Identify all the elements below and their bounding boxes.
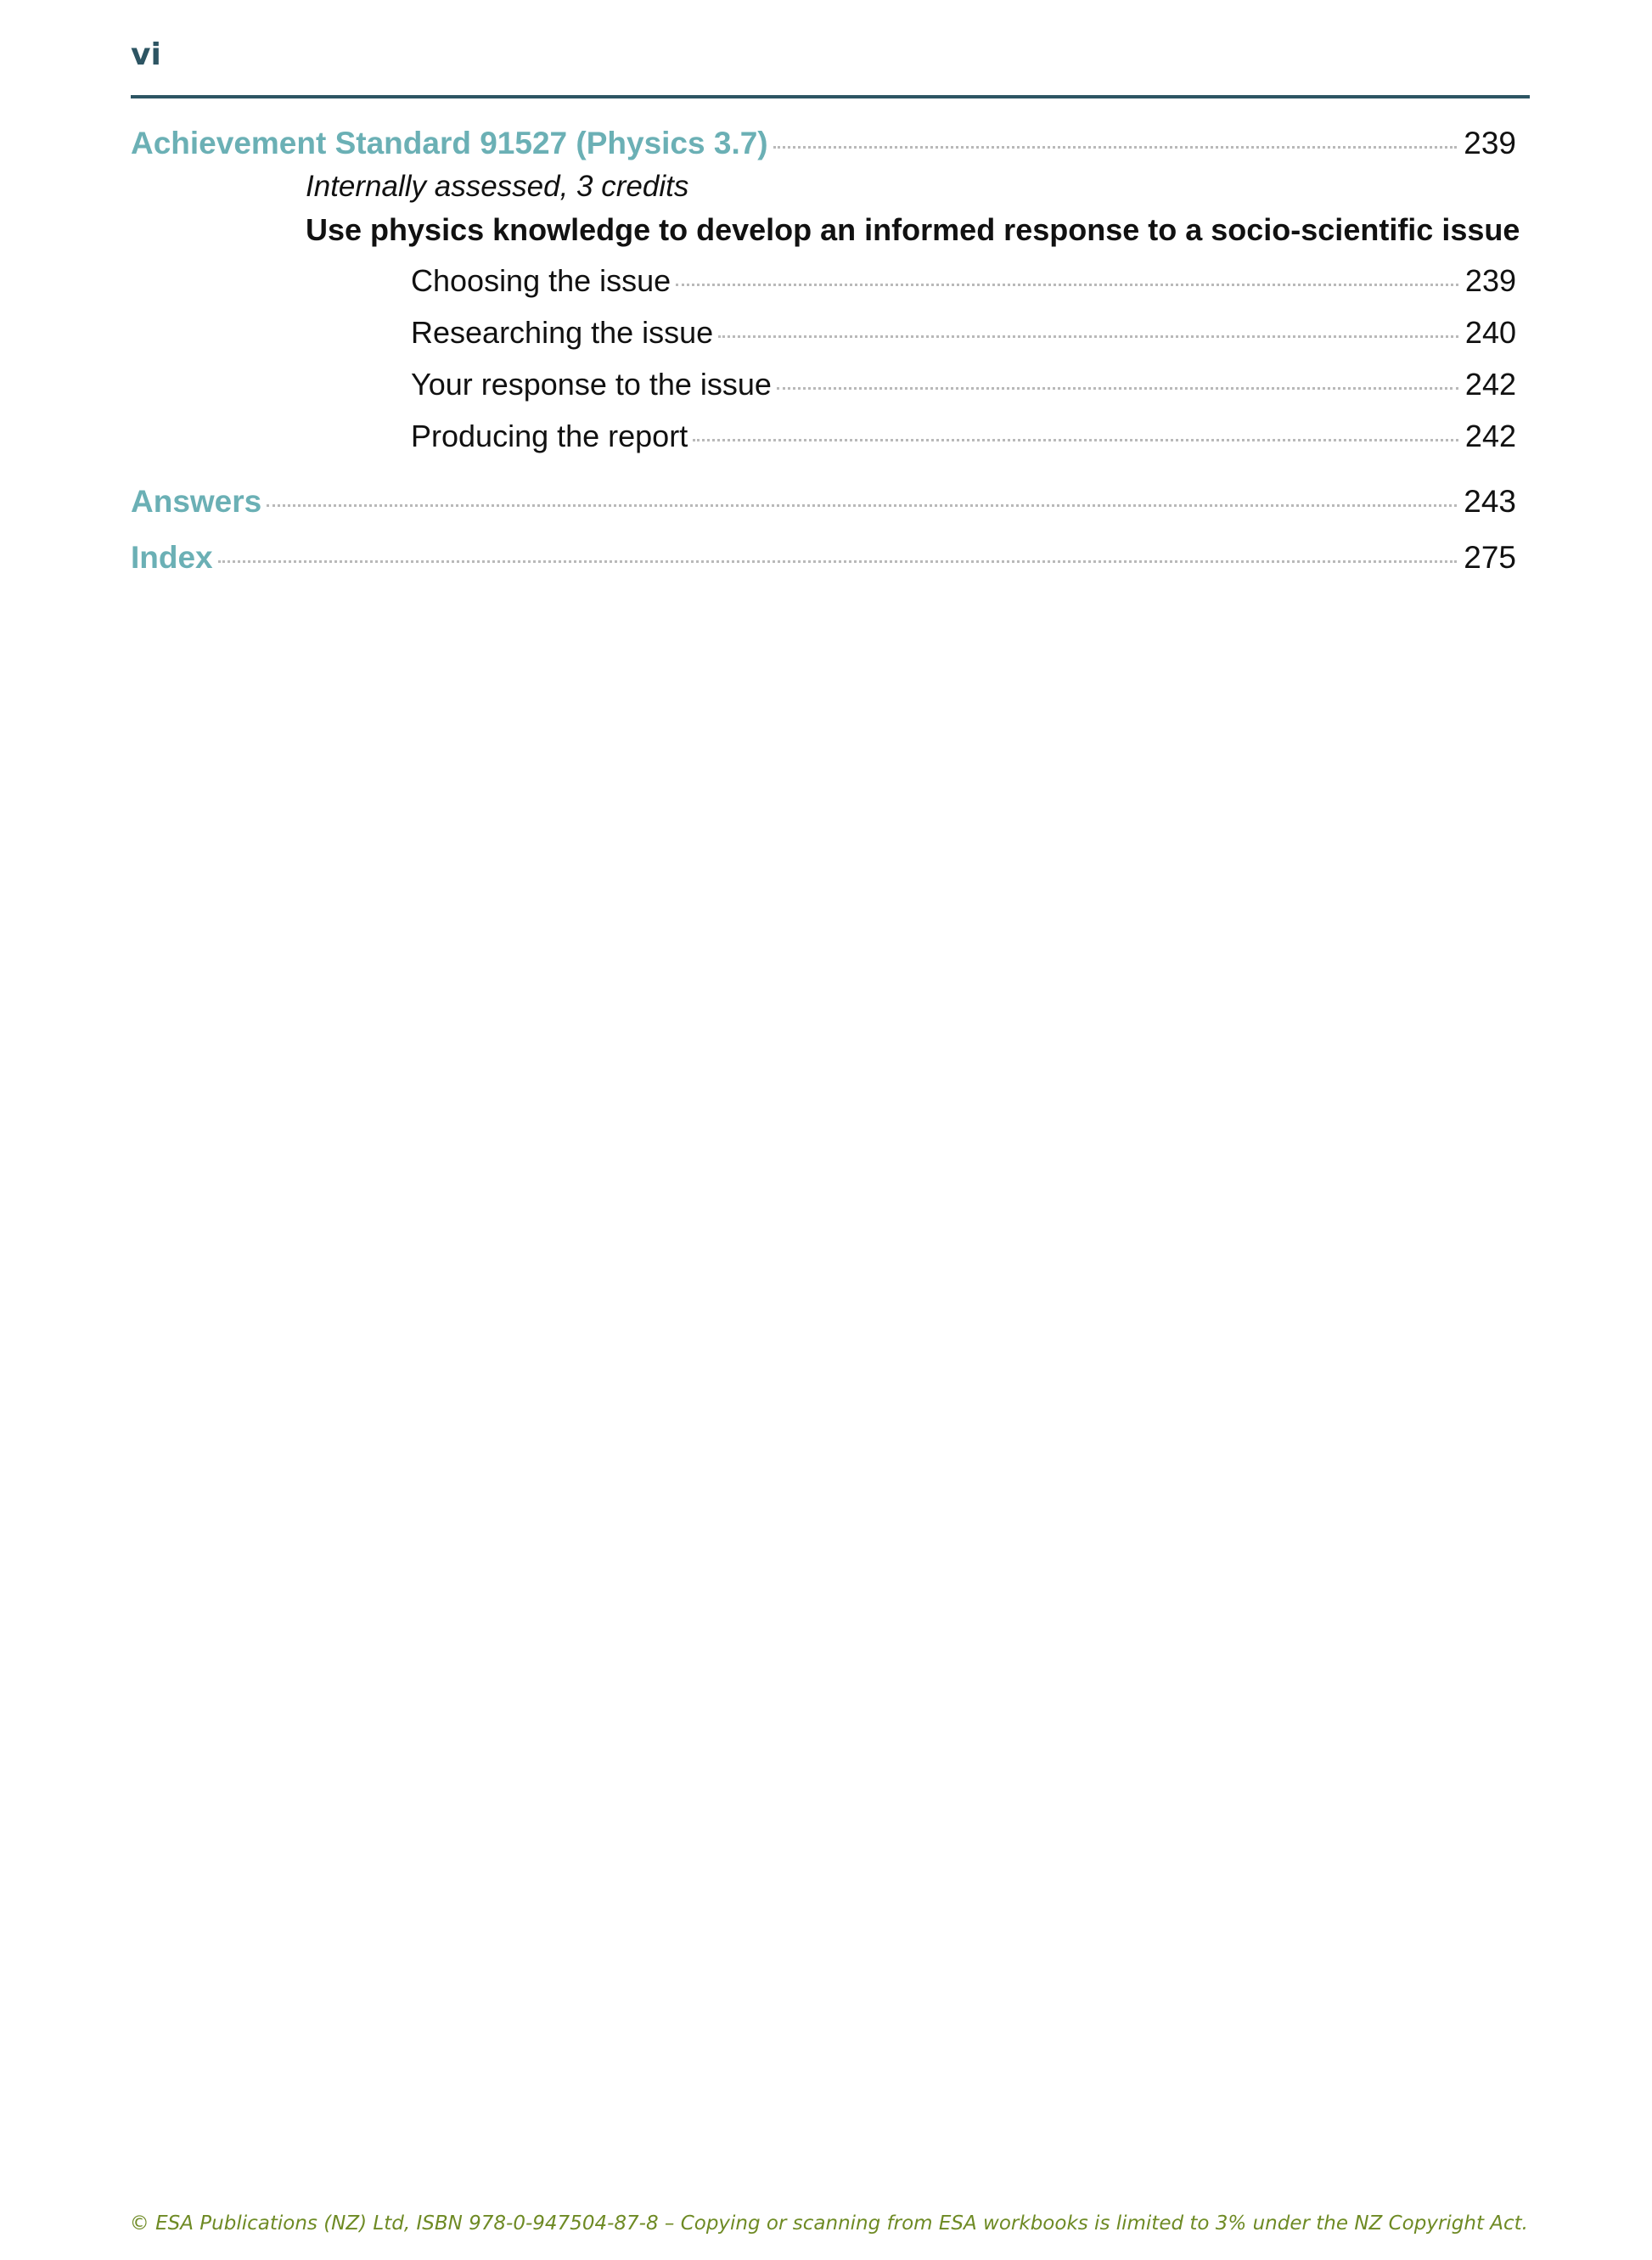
- dot-leader: [693, 439, 1458, 441]
- toc-entry-index[interactable]: [131, 540, 1516, 576]
- dot-leader: [777, 387, 1458, 390]
- toc-subentry[interactable]: [411, 419, 1516, 454]
- copyright-footer: © ESA Publications (NZ) Ltd, ISBN 978-0-947504-87-8 – Copying or scanning from ESA workbooks is limited to 3% under the NZ Copyright Act.: [129, 2212, 1528, 2235]
- toc-subentry-page: 242: [1464, 419, 1516, 453]
- toc-entry-page: 275: [1464, 540, 1516, 575]
- dot-leader: [773, 146, 1458, 149]
- toc-entry-label: Achievement Standard 91527 (Physics 3.7): [131, 126, 768, 160]
- toc-subentry[interactable]: [411, 315, 1516, 351]
- toc-entry-page: 239: [1464, 126, 1516, 160]
- page-number: vi: [131, 37, 161, 72]
- toc-subentry-page: 240: [1464, 315, 1516, 350]
- dot-leader: [718, 335, 1458, 338]
- toc-subentry-label: Producing the report: [411, 419, 688, 453]
- toc-entry-label: Answers: [131, 484, 262, 519]
- toc-subentry-page: 239: [1464, 263, 1516, 298]
- toc-subentry-label: Your response to the issue: [411, 367, 772, 402]
- toc-subentry-label: Choosing the issue: [411, 263, 671, 298]
- toc-subentry[interactable]: [411, 263, 1516, 299]
- toc-subentry-page: 242: [1464, 367, 1516, 402]
- dot-leader: [267, 504, 1457, 507]
- dot-leader: [218, 560, 1458, 563]
- toc-entry-label: Index: [131, 540, 213, 575]
- header-divider: [131, 95, 1530, 98]
- standard-title: Use physics knowledge to develop an informed response to a socio-scientific issue: [306, 212, 1520, 247]
- toc-subentry[interactable]: [411, 367, 1516, 402]
- toc-entry-standard[interactable]: [131, 126, 1516, 161]
- toc-entry-page: 243: [1464, 484, 1516, 519]
- credits-note: Internally assessed, 3 credits: [306, 170, 689, 203]
- toc-subentry-label: Researching the issue: [411, 315, 714, 350]
- toc-entry-answers[interactable]: [131, 484, 1516, 520]
- dot-leader: [676, 284, 1458, 286]
